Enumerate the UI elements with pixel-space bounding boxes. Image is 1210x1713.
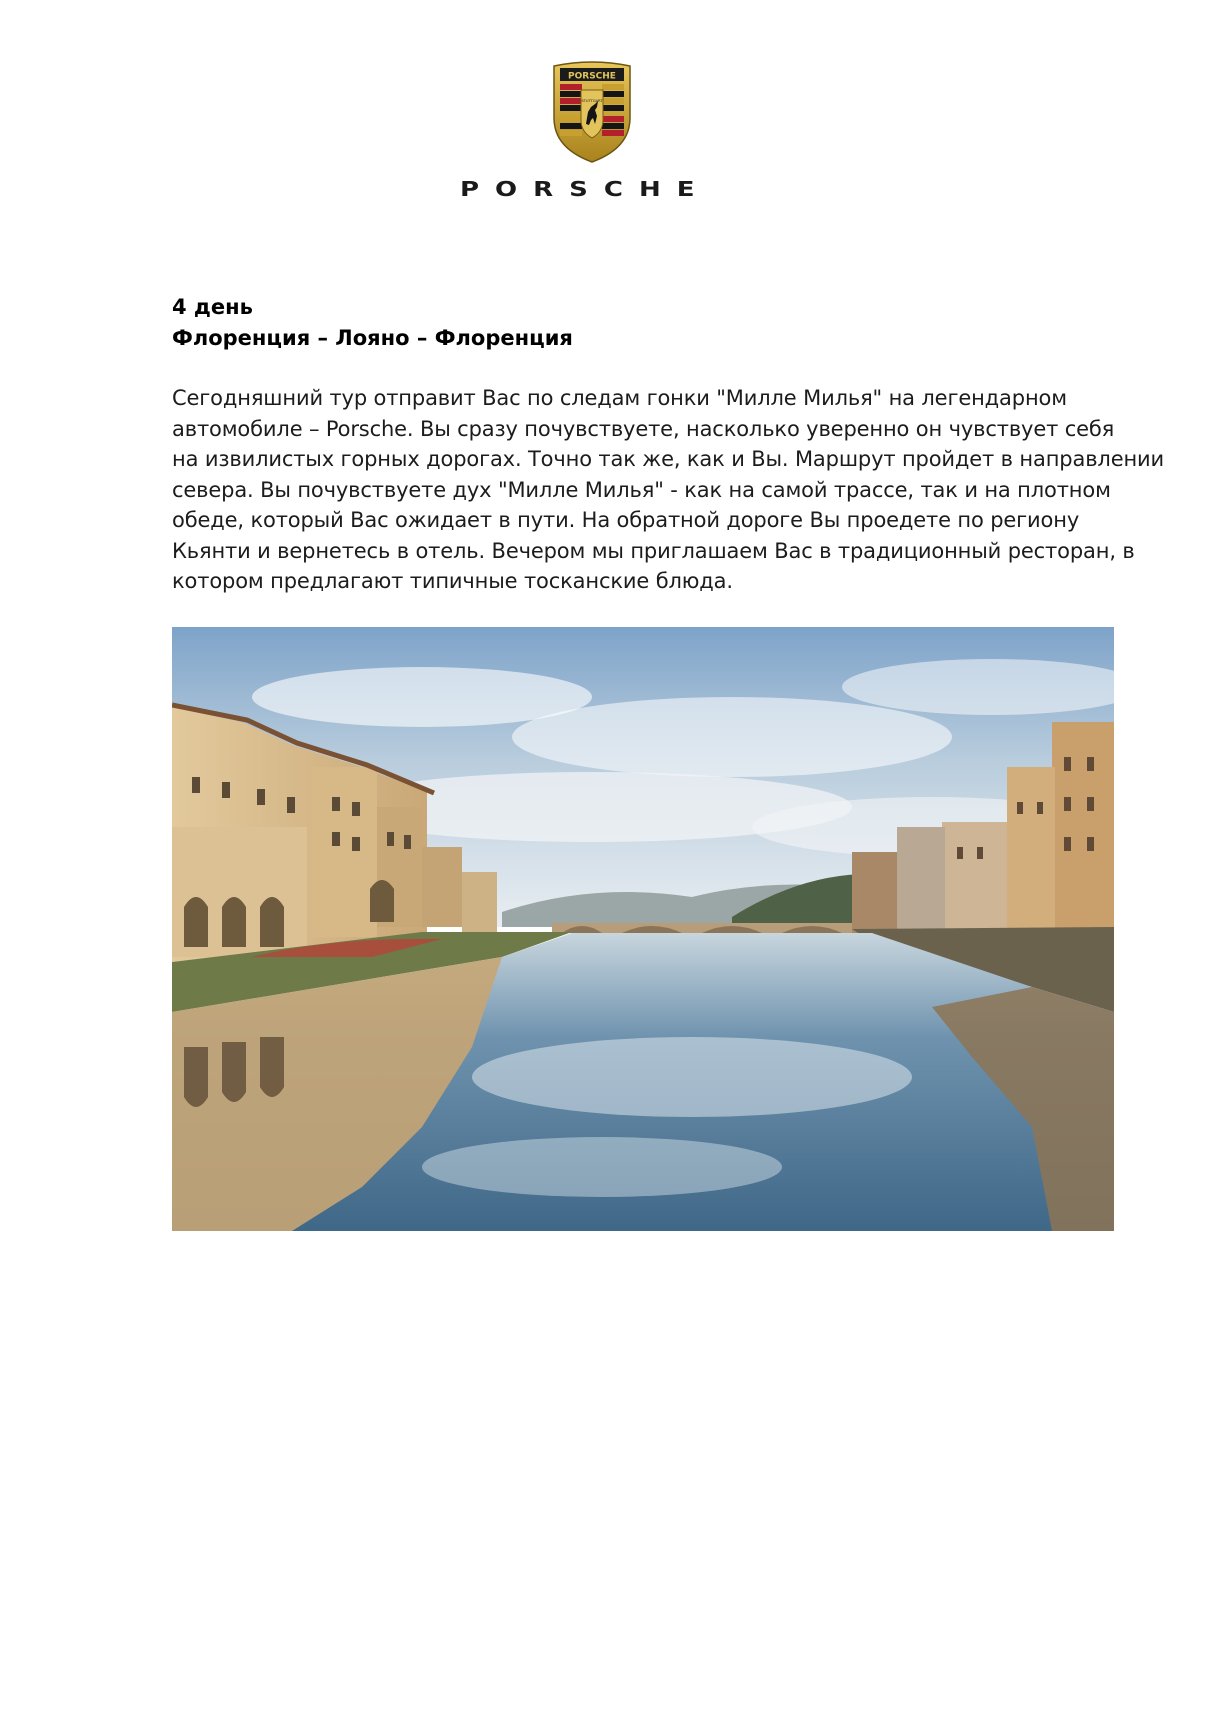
porsche-wordmark: [460, 178, 723, 202]
svg-text:STUTTGART: STUTTGART: [581, 99, 603, 103]
paragraph-line: Кьянти и вернетесь в отель. Вечером мы приглашаем Вас в традиционный ресторан, в: [172, 538, 1135, 563]
porsche-crest-logo: [551, 60, 633, 164]
paragraph-line: на извилистых горных дорогах. Точно так же, как и Вы. Маршрут пройдет в направлении: [172, 447, 1165, 471]
paragraph-line: Сегодняшний тур отправит Вас по следам гонки "Милле Милья" на легендарном: [172, 386, 1067, 410]
tour-description: [172, 383, 1165, 597]
paragraph-line: севера. Вы почувствуете дух "Милле Милья" - как на самой трассе, так и на плотном: [172, 477, 1111, 502]
paragraph-line: обеде, который Вас ожидает в пути. На обратной дороге Вы проедете по региону: [172, 508, 1080, 532]
wordmark-text: PORSCHE: [460, 178, 711, 202]
crest-label: PORSCHE: [568, 71, 616, 82]
paragraph-line: автомобиле – Porsche. Вы сразу почувствуете, насколько уверенно он чувствует себя: [172, 416, 1115, 441]
route-title: Флоренция – Лояно – Флоренция: [172, 326, 573, 350]
day-label: 4 день: [172, 295, 253, 319]
florence-arno-photo: [172, 627, 1114, 1231]
paragraph-line: котором предлагают типичные тосканские блюда.: [172, 569, 733, 593]
day-heading: [172, 292, 1072, 354]
